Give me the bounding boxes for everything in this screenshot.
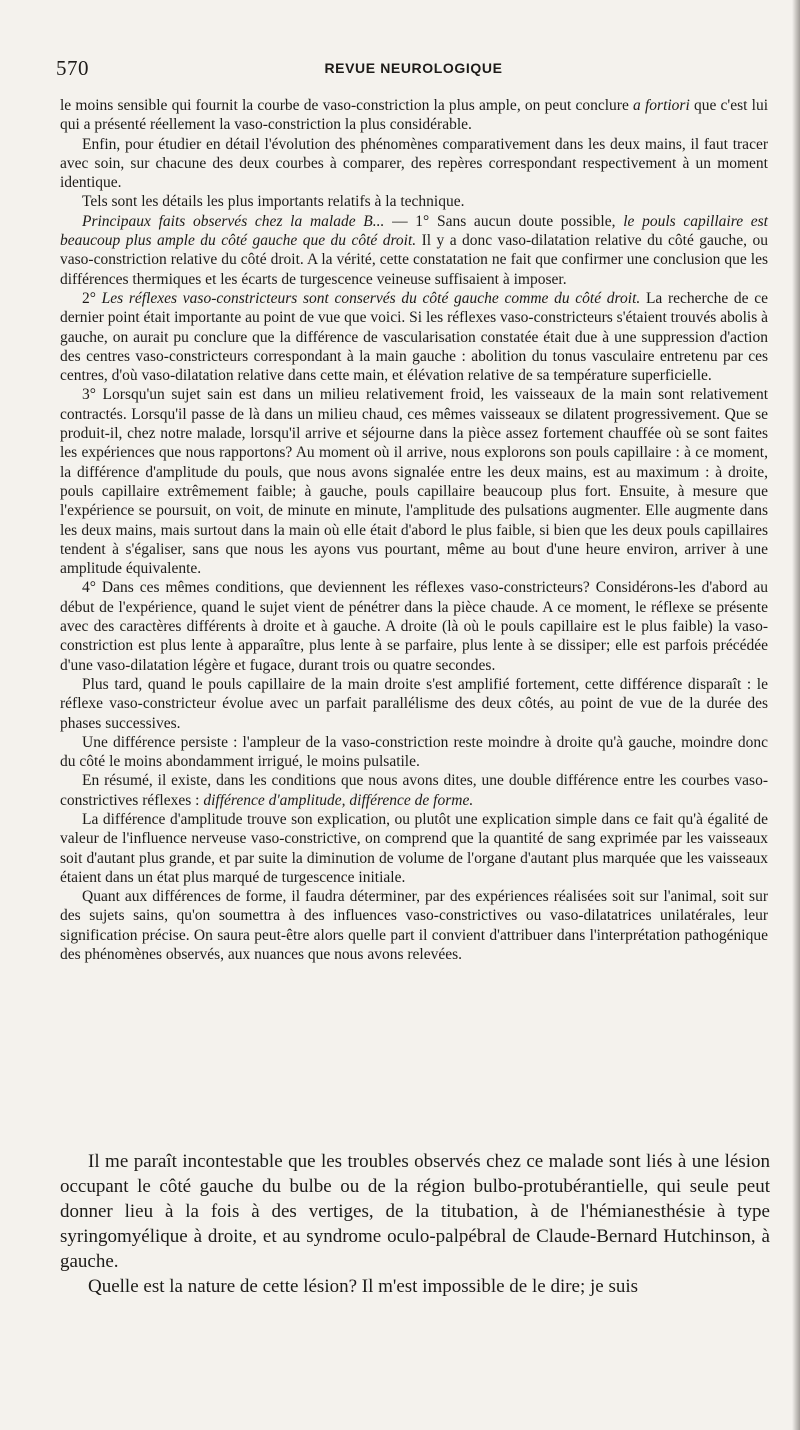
running-header <box>56 56 771 86</box>
text-run: le moins sensible qui fournit la courbe de vaso-constriction la plus ample, on peut conclure <box>60 97 634 114</box>
journal-title: REVUE NEUROLOGIQUE <box>324 60 503 76</box>
paragraph: Une différence persiste : l'ampleur de la vaso-constriction reste moindre à droite qu'à gauche, moindre donc du côté le moins abondamment irrigué, le moins pulsatile. <box>60 733 768 771</box>
paragraph: Tels sont les détails les plus importants relatifs à la technique. <box>82 193 465 211</box>
paragraph <box>60 289 768 385</box>
italic-run: le pouls capillaire est beaucoup plus ample du côté gauche que du côté droit. <box>60 212 768 250</box>
page-edge-shadow <box>792 0 800 1430</box>
paragraph: Quelle est la nature de cette lésion? Il m'est impossible de le dire; je suis <box>88 1276 639 1297</box>
small-print-section <box>60 96 768 964</box>
paragraph <box>60 771 768 810</box>
paragraph: 3° Lorsqu'un sujet sain est dans un milieu relativement froid, les vaisseaux de la main sont relativement contractés. Lorsqu'il passe de là dans un milieu chaud, ces mêmes vaisseaux se dilatent progressivement. Que se produit-il, chez notre malade, lorsqu'il arrive et séjourne dans la pièce assez fortement chauffée où se sont faites les expériences que nous rapportons? Au moment où il arrive, nous explorons son pouls capillaire : à ce moment, la différence d'amplitude du pouls, que nous avons signalée entre les deux mains, est au maximum : à droite, pouls capillaire extrêmement faible; à gauche, pouls capillaire beaucoup plus fort. Ensuite, à mesure que l'expérience se poursuit, on voit, de minute en minute, l'amplitude des pulsations augmenter. Elle augmente dans les deux mains, mais surtout dans la main où elle était d'abord le plus faible, si bien que les deux pouls capillaires tendent à s'égaliser, sans que nous les ayons vus pourtant, même au bout d'une heure environ, arriver à une amplitude équivalente. <box>60 386 768 578</box>
paragraph: Plus tard, quand le pouls capillaire de la main droite s'est amplifié fortement, cette différence disparaît : le réflexe vaso-constricteur évolue avec un parfait parallélisme des deux côtés, au point de vue de la durée des phases successives. <box>60 675 768 732</box>
large-print-section <box>60 1149 770 1299</box>
text-run: — 1° Sans aucun doute possible, <box>384 212 624 230</box>
paragraph: Enfin, pour étudier en détail l'évolution des phénomènes comparativement dans les deux mains, il faut tracer avec soin, sur chacune des deux courbes à comparer, des repères correspondant respectivement à un moment identique. <box>60 135 768 192</box>
paragraph: Il me paraît incontestable que les troubles observés chez ce malade sont liés à une lésion occupant le côté gauche du bulbe ou de la région bulbo-protubérantielle, qui seule peut donner lieu à la fois à des vertiges, de la titubation, à de l'hémianesthésie à type syringomyélique à droite, et au syndrome oculo-palpébral de Claude-Bernard Hutchinson, à gauche. <box>60 1151 770 1272</box>
paragraph: La différence d'amplitude trouve son explication, ou plutôt une explication simple dans ce fait qu'à égalité de valeur de l'influence nerveuse vaso-constrictive, on comprend que la quantité de sang exprimée par les vaisseaux soit d'autant plus grande, et par suite la diminution de volume de l'organe d'autant plus marquée que les vaisseaux étaient dans un état plus marqué de turgescence initiale. <box>60 810 768 886</box>
italic-run: Les réflexes vaso-constricteurs sont conservés du côté gauche comme du côté droit. <box>101 289 641 307</box>
italic-run: a fortiori <box>633 97 690 114</box>
text-run: que c'est lui qui a présenté réellement la vaso-constriction la plus considérable. <box>60 97 769 134</box>
text-run: Il y a donc vaso-dilatation relative du côté gauche, ou vaso-constriction relative du côté droit. A la vérité, cette constatation ne fait que confirmer une conclusion que les différences thermiques et les écarts de turgescence veineuse suffisaient à imposer. <box>60 232 768 288</box>
italic-run: différence d'amplitude, différence de forme. <box>203 791 474 809</box>
italic-run: Principaux faits observés chez la malade B... <box>82 212 385 230</box>
paragraph: 4° Dans ces mêmes conditions, que deviennent les réflexes vaso-constricteurs? Considérons-les d'abord au début de l'expérience, quand le sujet vient de pénétrer dans la pièce chaude. A ce moment, le réflexe se présente avec des caractères différents à droite et à gauche. A droite (là où le pouls capillaire est le plus faible) la vaso-constriction est plus lente à apparaître, plus lente à se parfaire, plus lente à se dissiper; elle est parfois précédée d'une vaso-dilatation légère et fugace, durant trois ou quatre secondes. <box>60 579 768 674</box>
text-run: En résumé, il existe, dans les conditions que nous avons dites, une double différence entre les courbes vaso-constrictives réflexes : <box>60 772 768 809</box>
text-run: La recherche de ce dernier point était importante au point de vue que voici. Si les réflexes vaso-constricteurs s'étaient trouvés abolis à gauche, on aurait pu conclure que la différence de vascularisation constatée était due à une suppression d'action des centres vaso-constricteurs correspondant à la main gauche : abolition du tonus vasculaire entretenu par ces centres, d'où vaso-dilatation relative dans cette main, et élévation relative de sa température superficielle. <box>60 289 768 385</box>
paragraph: Quant aux différences de forme, il faudra déterminer, par des expériences réalisées soit sur l'animal, soit sur des sujets sains, qu'on soumettra à des influences vaso-constrictives ou vaso-dilatatrices unilatérales, leur signification précise. On saura peut-être alors quelle part il convient d'attribuer dans l'interprétation pathogénique des phénomènes observés, aux nuances que nous avons relevées. <box>60 888 768 964</box>
paragraph <box>60 96 768 135</box>
page-number: 570 <box>56 56 89 80</box>
paragraph <box>60 212 768 289</box>
text-run: 2° <box>82 289 102 307</box>
